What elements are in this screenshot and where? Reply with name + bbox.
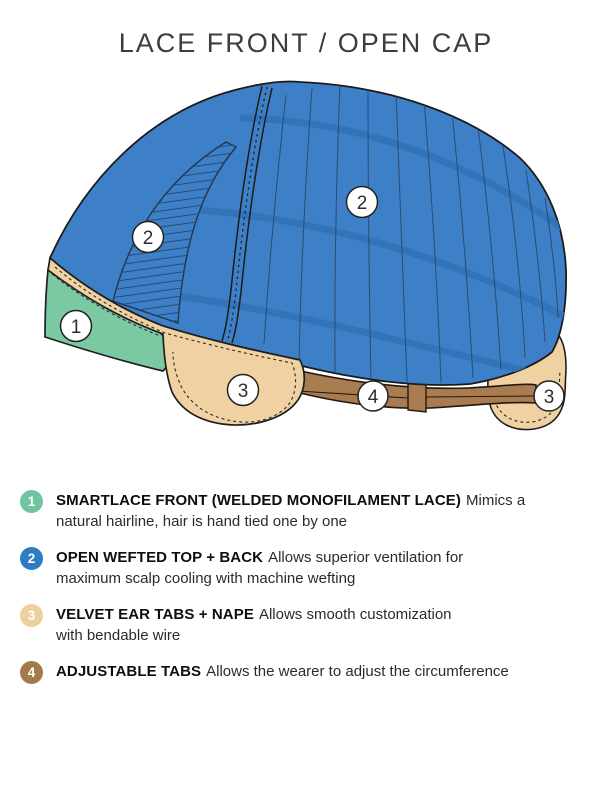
svg-text:3: 3 bbox=[237, 381, 249, 402]
svg-text:4: 4 bbox=[367, 387, 379, 408]
legend-heading-3: VELVET EAR TABS + NAPE bbox=[56, 606, 254, 623]
legend-desc-2: Allows superior ventilation for bbox=[268, 549, 464, 566]
legend-desc-1: Mimics a bbox=[466, 492, 526, 509]
legend-desc-3b: with bendable wire bbox=[56, 627, 181, 644]
legend-heading-1: SMARTLACE FRONT (WELDED MONOFILAMENT LACE) bbox=[56, 492, 461, 509]
legend-bullet-1: 1 bbox=[20, 490, 43, 513]
svg-text:2: 2 bbox=[356, 193, 368, 214]
legend-desc-1b: natural hairline, hair is hand tied one by one bbox=[56, 513, 348, 530]
page-title: LACE FRONT / OPEN CAP bbox=[118, 28, 494, 58]
label-adjustable-strap bbox=[358, 381, 388, 411]
label-wefted-front bbox=[133, 222, 164, 253]
legend-bullet-3: 3 bbox=[20, 604, 43, 627]
svg-text:1: 1 bbox=[70, 317, 82, 338]
svg-text:2: 2 bbox=[142, 228, 154, 249]
legend-heading-2: OPEN WEFTED TOP + BACK bbox=[56, 549, 264, 566]
legend-item-smartlace-front bbox=[20, 490, 598, 532]
svg-text:3: 3 bbox=[543, 387, 555, 408]
legend-item-open-wefted bbox=[20, 547, 598, 589]
legend-item-adjustable-tabs bbox=[20, 661, 598, 684]
legend bbox=[20, 490, 598, 699]
legend-desc-2b: maximum scalp cooling with machine wefting bbox=[56, 570, 356, 587]
label-nape-tab bbox=[534, 381, 564, 411]
legend-bullet-2: 2 bbox=[20, 547, 43, 570]
label-wefted-crown bbox=[347, 187, 378, 218]
legend-desc-4: Allows the wearer to adjust the circumference bbox=[206, 663, 509, 680]
label-ear-tab bbox=[228, 375, 259, 406]
label-smartlace-front bbox=[61, 311, 92, 342]
legend-heading-4: ADJUSTABLE TABS bbox=[56, 663, 202, 680]
legend-desc-3: Allows smooth customization bbox=[258, 606, 452, 623]
legend-item-velvet-tabs bbox=[20, 604, 598, 646]
legend-bullet-4: 4 bbox=[20, 661, 43, 684]
